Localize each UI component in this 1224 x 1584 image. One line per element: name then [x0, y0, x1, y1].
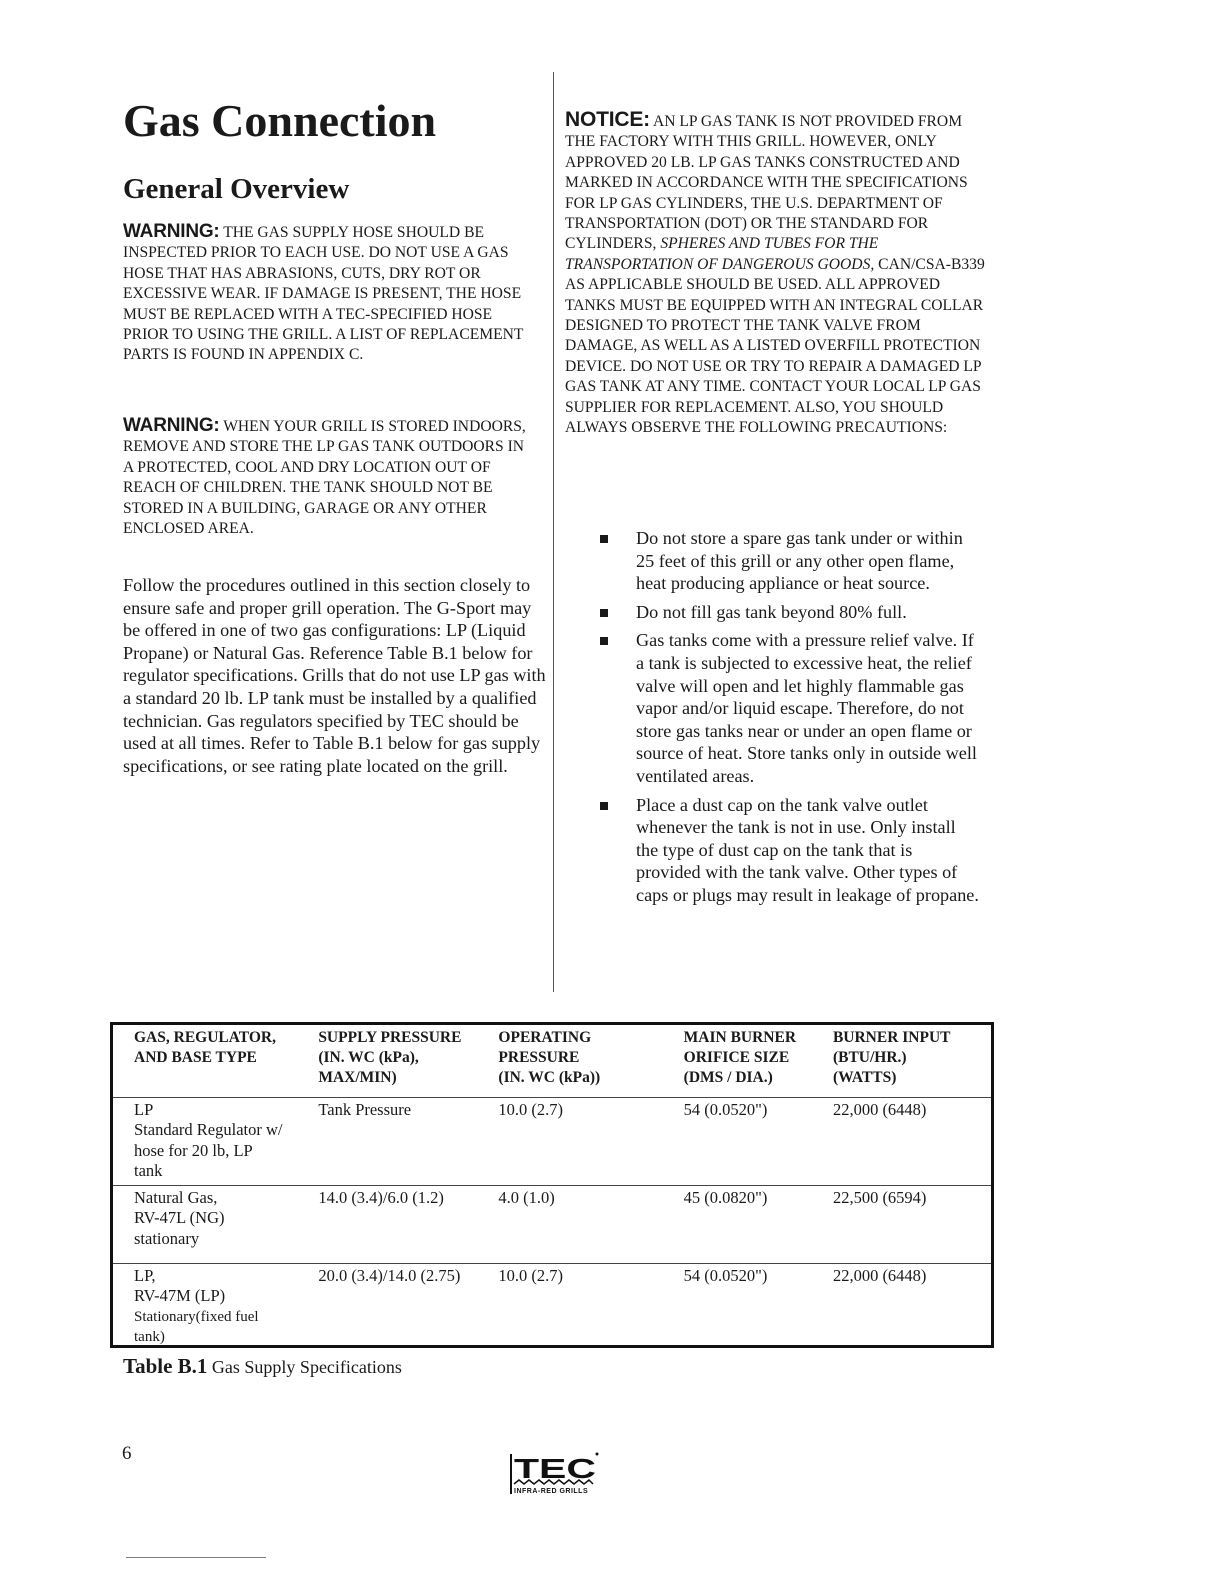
column-header: SUPPLY PRESSURE (IN. WC (kPa), MAX/MIN): [318, 1029, 462, 1086]
table-cell: 22,000 (6448): [832, 1099, 927, 1119]
warning-text: THE GAS SUPPLY HOSE SHOULD BE INSPECTED PRIOR TO EACH USE. DO NOT USE A GAS HOSE THAT HAS ABRASIONS, CUTS, DRY ROT OR EXCESSIVE WEAR. IF DAMAGE IS PRESENT, THE HOSE MUST BE REPLACED WITH A TEC-SPECIFIED HOSE PRIOR TO USING THE GRILL. A LIST OF REPLACEMENT PARTS IS FOUND IN APPENDIX C.: [123, 224, 524, 364]
list-item-text: Do not store a spare gas tank under or within 25 feet of this grill or any other open flame, heat producing appliance or heat source.: [636, 528, 963, 594]
notice-text-b: CAN/CSA-B339 AS APPLICABLE SHOULD BE USED. ALL APPROVED TANKS MUST BE EQUIPPED WITH AN INTEGRAL COLLAR DESIGNED TO PROTECT THE TANK VALVE FROM DAMAGE, AS WELL AS A LISTED OVERFILL PROTECTION DEVICE. DO NOT USE OR TRY TO REPAIR A DAMAGED LP GAS TANK AT ANY TIME. CONTACT YOUR LOCAL LP GAS SUPPLIER FOR REPLACEMENT. ALSO, YOU SHOULD ALWAYS OBSERVE THE FOLLOWING PRECAUTIONS:: [565, 255, 985, 437]
notice-text-a: AN LP GAS TANK IS NOT PROVIDED FROM THE FACTORY WITH THIS GRILL. HOWEVER, ONLY APPROVED 20 LB. LP GAS TANKS CONSTRUCTED AND MARKED IN ACCORDANCE WITH THE SPECIFICATIONS FOR LP GAS CYLINDERS, THE U.S. DEPARTMENT OF TRANSPORTATION (DOT) OR THE STANDARD FOR CYLINDERS,: [565, 113, 968, 253]
table-header-row: [113, 1025, 991, 1097]
table-cell: 22,500 (6594): [832, 1187, 927, 1207]
list-item: [636, 527, 981, 595]
list-item: [636, 794, 981, 907]
table-cell: 22,000 (6448): [832, 1265, 927, 1285]
column-header: MAIN BURNER ORIFICE SIZE (DMS / DIA.): [683, 1029, 797, 1086]
table-caption: [123, 1354, 402, 1379]
bullet-icon: [600, 535, 608, 543]
column-divider: [553, 72, 554, 992]
notice-text-italic: SPHERES AND TUBES FOR THE TRANSPORTATION OF DANGEROUS GOODS,: [565, 235, 879, 273]
warning-label: WARNING:: [123, 221, 220, 242]
table-cell: LP Standard Regulator w/ hose for 20 lb, LP tank: [134, 1099, 283, 1180]
list-item: [636, 601, 981, 624]
bullet-icon: [600, 802, 608, 810]
warning-hose: [123, 222, 535, 366]
table-cell: 4.0 (1.0): [498, 1187, 555, 1207]
page-title: Gas Connection: [123, 95, 437, 146]
warning-storage: [123, 416, 535, 539]
column-header: OPERATING PRESSURE (IN. WC (kPa)): [498, 1029, 601, 1086]
procedures-paragraph: Follow the procedures outlined in this section closely to ensure safe and proper grill operation. The G-Sport may be offered in one of two gas configurations: LP (Liquid Propane) or Natural Gas. Reference Table B.1 below for regulator specifications. Grills that do not use LP gas with a standard 20 lb. LP tank must be installed by a qualified technician. Gas regulators specified by TEC should be used at all times. Refer to Table B.1 below for gas supply specifications, or see rating plate located on the grill.: [123, 575, 546, 776]
table-cell: Tank Pressure: [318, 1099, 412, 1119]
table-caption-text: Gas Supply Specifications: [211, 1357, 402, 1377]
gas-spec-table: [110, 1022, 994, 1348]
footer-rule: [126, 1557, 266, 1558]
notice-label: NOTICE:: [565, 108, 650, 131]
precautions-list: [636, 527, 981, 911]
table-cell: 14.0 (3.4)/6.0 (1.2): [318, 1187, 444, 1207]
bullet-icon: [600, 637, 608, 645]
svg-text:TEC: TEC: [514, 1453, 596, 1484]
list-item-text: Place a dust cap on the tank valve outlet whenever the tank is not in use. Only install the type of dust cap on the tank that is provided with the tank valve. Other types of caps or plugs may result in leakage of propane.: [636, 794, 979, 905]
list-item-text: Gas tanks come with a pressure relief valve. If a tank is subjected to excessive heat, the relief valve will open and let highly flammable gas vapor and/or liquid escape. Therefore, do not store gas tanks near or under an open flame or source of heat. Store tanks only in outside well ventilated areas.: [636, 630, 977, 786]
table-cell: LP, RV-47M (LP) Stationary(fixed fuel tank): [134, 1265, 259, 1345]
table-cell: 10.0 (2.7): [498, 1265, 564, 1285]
column-header: GAS, REGULATOR, AND BASE TYPE: [134, 1029, 276, 1066]
table-cell: 20.0 (3.4)/14.0 (2.75): [318, 1265, 461, 1285]
table-cell: 10.0 (2.7): [498, 1099, 564, 1119]
table-cell: 54 (0.0520"): [683, 1099, 768, 1119]
notice-block: [565, 110, 990, 439]
list-item: [636, 629, 981, 787]
table-cell: Natural Gas, RV-47L (NG) stationary: [134, 1187, 225, 1248]
table-cell: 45 (0.0820"): [683, 1187, 768, 1207]
page-number: 6: [122, 1443, 132, 1464]
table-cell: 54 (0.0520"): [683, 1265, 768, 1285]
table-row: [113, 1185, 991, 1263]
column-header: BURNER INPUT (BTU/HR.) (WATTS): [832, 1029, 951, 1086]
list-item-text: Do not fill gas tank beyond 80% full.: [636, 601, 907, 622]
bullet-icon: [600, 609, 608, 617]
table-row: [113, 1097, 991, 1185]
warning-label: WARNING:: [123, 415, 220, 436]
warning-text: WHEN YOUR GRILL IS STORED INDOORS, REMOVE AND STORE THE LP GAS TANK OUTDOORS IN A PROTECTED, COOL AND DRY LOCATION OUT OF REACH OF CHILDREN. THE TANK SHOULD NOT BE STORED IN A BUILDING, GARAGE OR ANY OTHER ENCLOSED AREA.: [123, 418, 526, 538]
table-caption-label: Table B.1: [123, 1354, 208, 1378]
table-row: [113, 1263, 991, 1348]
section-title: General Overview: [123, 173, 350, 205]
tec-logo: [508, 1448, 600, 1500]
logo-tagline: INFRA-RED GRILLS: [514, 1488, 589, 1495]
